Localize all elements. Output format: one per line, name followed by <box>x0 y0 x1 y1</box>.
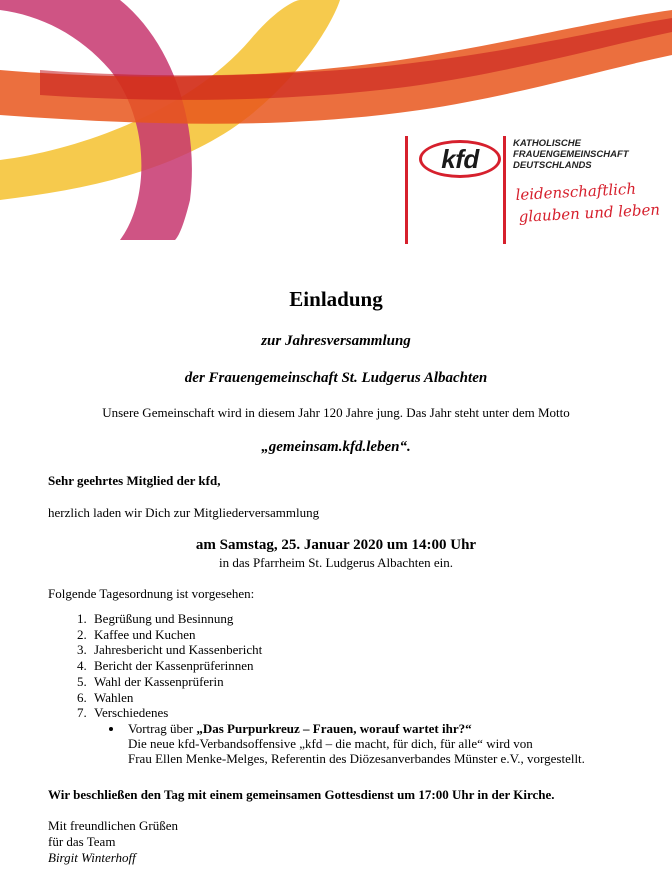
intro-text: Unsere Gemeinschaft wird in diesem Jahr 120 Jahre jung. Das Jahr steht unter dem Motto <box>102 405 570 420</box>
agenda-intro: Folgende Tagesordnung ist vorgesehen: <box>48 586 255 601</box>
agenda-item: 6. Wahlen <box>90 690 585 706</box>
agenda-list <box>48 611 585 766</box>
agenda-item: 4. Bericht der Kassenprüferinnen <box>90 658 585 674</box>
logo-left-bar <box>405 136 408 244</box>
slogan <box>515 176 661 227</box>
subtitle-meeting: zur Jahresversammlung <box>261 333 411 349</box>
subtitle-organization: der Frauengemeinschaft St. Ludgerus Albachten <box>184 370 488 386</box>
signature: Birgit Winterhoff <box>48 850 136 865</box>
closing-text: Wir beschließen den Tag mit einem gemeinsamen Gottesdienst um 17:00 Uhr in der Kirche. <box>48 787 555 802</box>
agenda-item: 3. Jahresbericht und Kassenbericht <box>90 642 585 658</box>
talk-speaker: Frau Ellen Menke-Melges, Referentin des Diözesanverbandes Münster e.V., vorgestellt. <box>128 750 585 766</box>
agenda-item: 2. Kaffee und Kuchen <box>90 627 585 643</box>
org-line: FRAUENGEMEINSCHAFT <box>513 149 629 160</box>
motto: „gemeinsam.kfd.leben“. <box>261 439 411 455</box>
slogan-line: leidenschaftlich <box>515 179 637 204</box>
slogan-line: glauben und leben <box>518 200 661 226</box>
org-line: DEUTSCHLANDS <box>513 160 592 171</box>
talk-list <box>94 721 585 766</box>
agenda-item-last <box>90 705 585 766</box>
agenda-item: 5. Wahl der Kassenprüferin <box>90 674 585 690</box>
org-line: KATHOLISCHE <box>513 138 581 149</box>
title-text: Einladung <box>289 287 383 311</box>
invite-text: herzlich laden wir Dich zur Mitgliederversammlung <box>48 505 320 520</box>
organization-name <box>513 138 672 171</box>
talk-title: „Das Purpurkreuz – Frauen, worauf wartet ihr?“ <box>196 720 472 736</box>
agenda-item: 1. Begrüßung und Besinnung <box>90 611 585 627</box>
location-line: in das Pfarrheim St. Ludgerus Albachten ein. <box>219 555 453 570</box>
date-line: am Samstag, 25. Januar 2020 um 14:00 Uhr <box>195 537 477 553</box>
talk-prefix: Vortrag über <box>128 720 197 736</box>
talk-description: Die neue kfd-Verbandsoffensive „kfd – die macht, für dich, für alle“ wird von <box>128 735 533 751</box>
salutation: Sehr geehrtes Mitglied der kfd, <box>48 473 221 488</box>
page-title <box>0 287 672 312</box>
kfd-logo <box>405 132 670 247</box>
logo-right-bar <box>503 136 506 244</box>
team-line: für das Team <box>48 834 116 849</box>
kfd-mark: kfd <box>441 143 479 174</box>
agenda-item-text: Verschiedenes <box>94 705 169 721</box>
greeting: Mit freundlichen Grüßen <box>48 818 178 833</box>
talk-item <box>124 721 585 766</box>
kfd-oval <box>419 140 501 178</box>
